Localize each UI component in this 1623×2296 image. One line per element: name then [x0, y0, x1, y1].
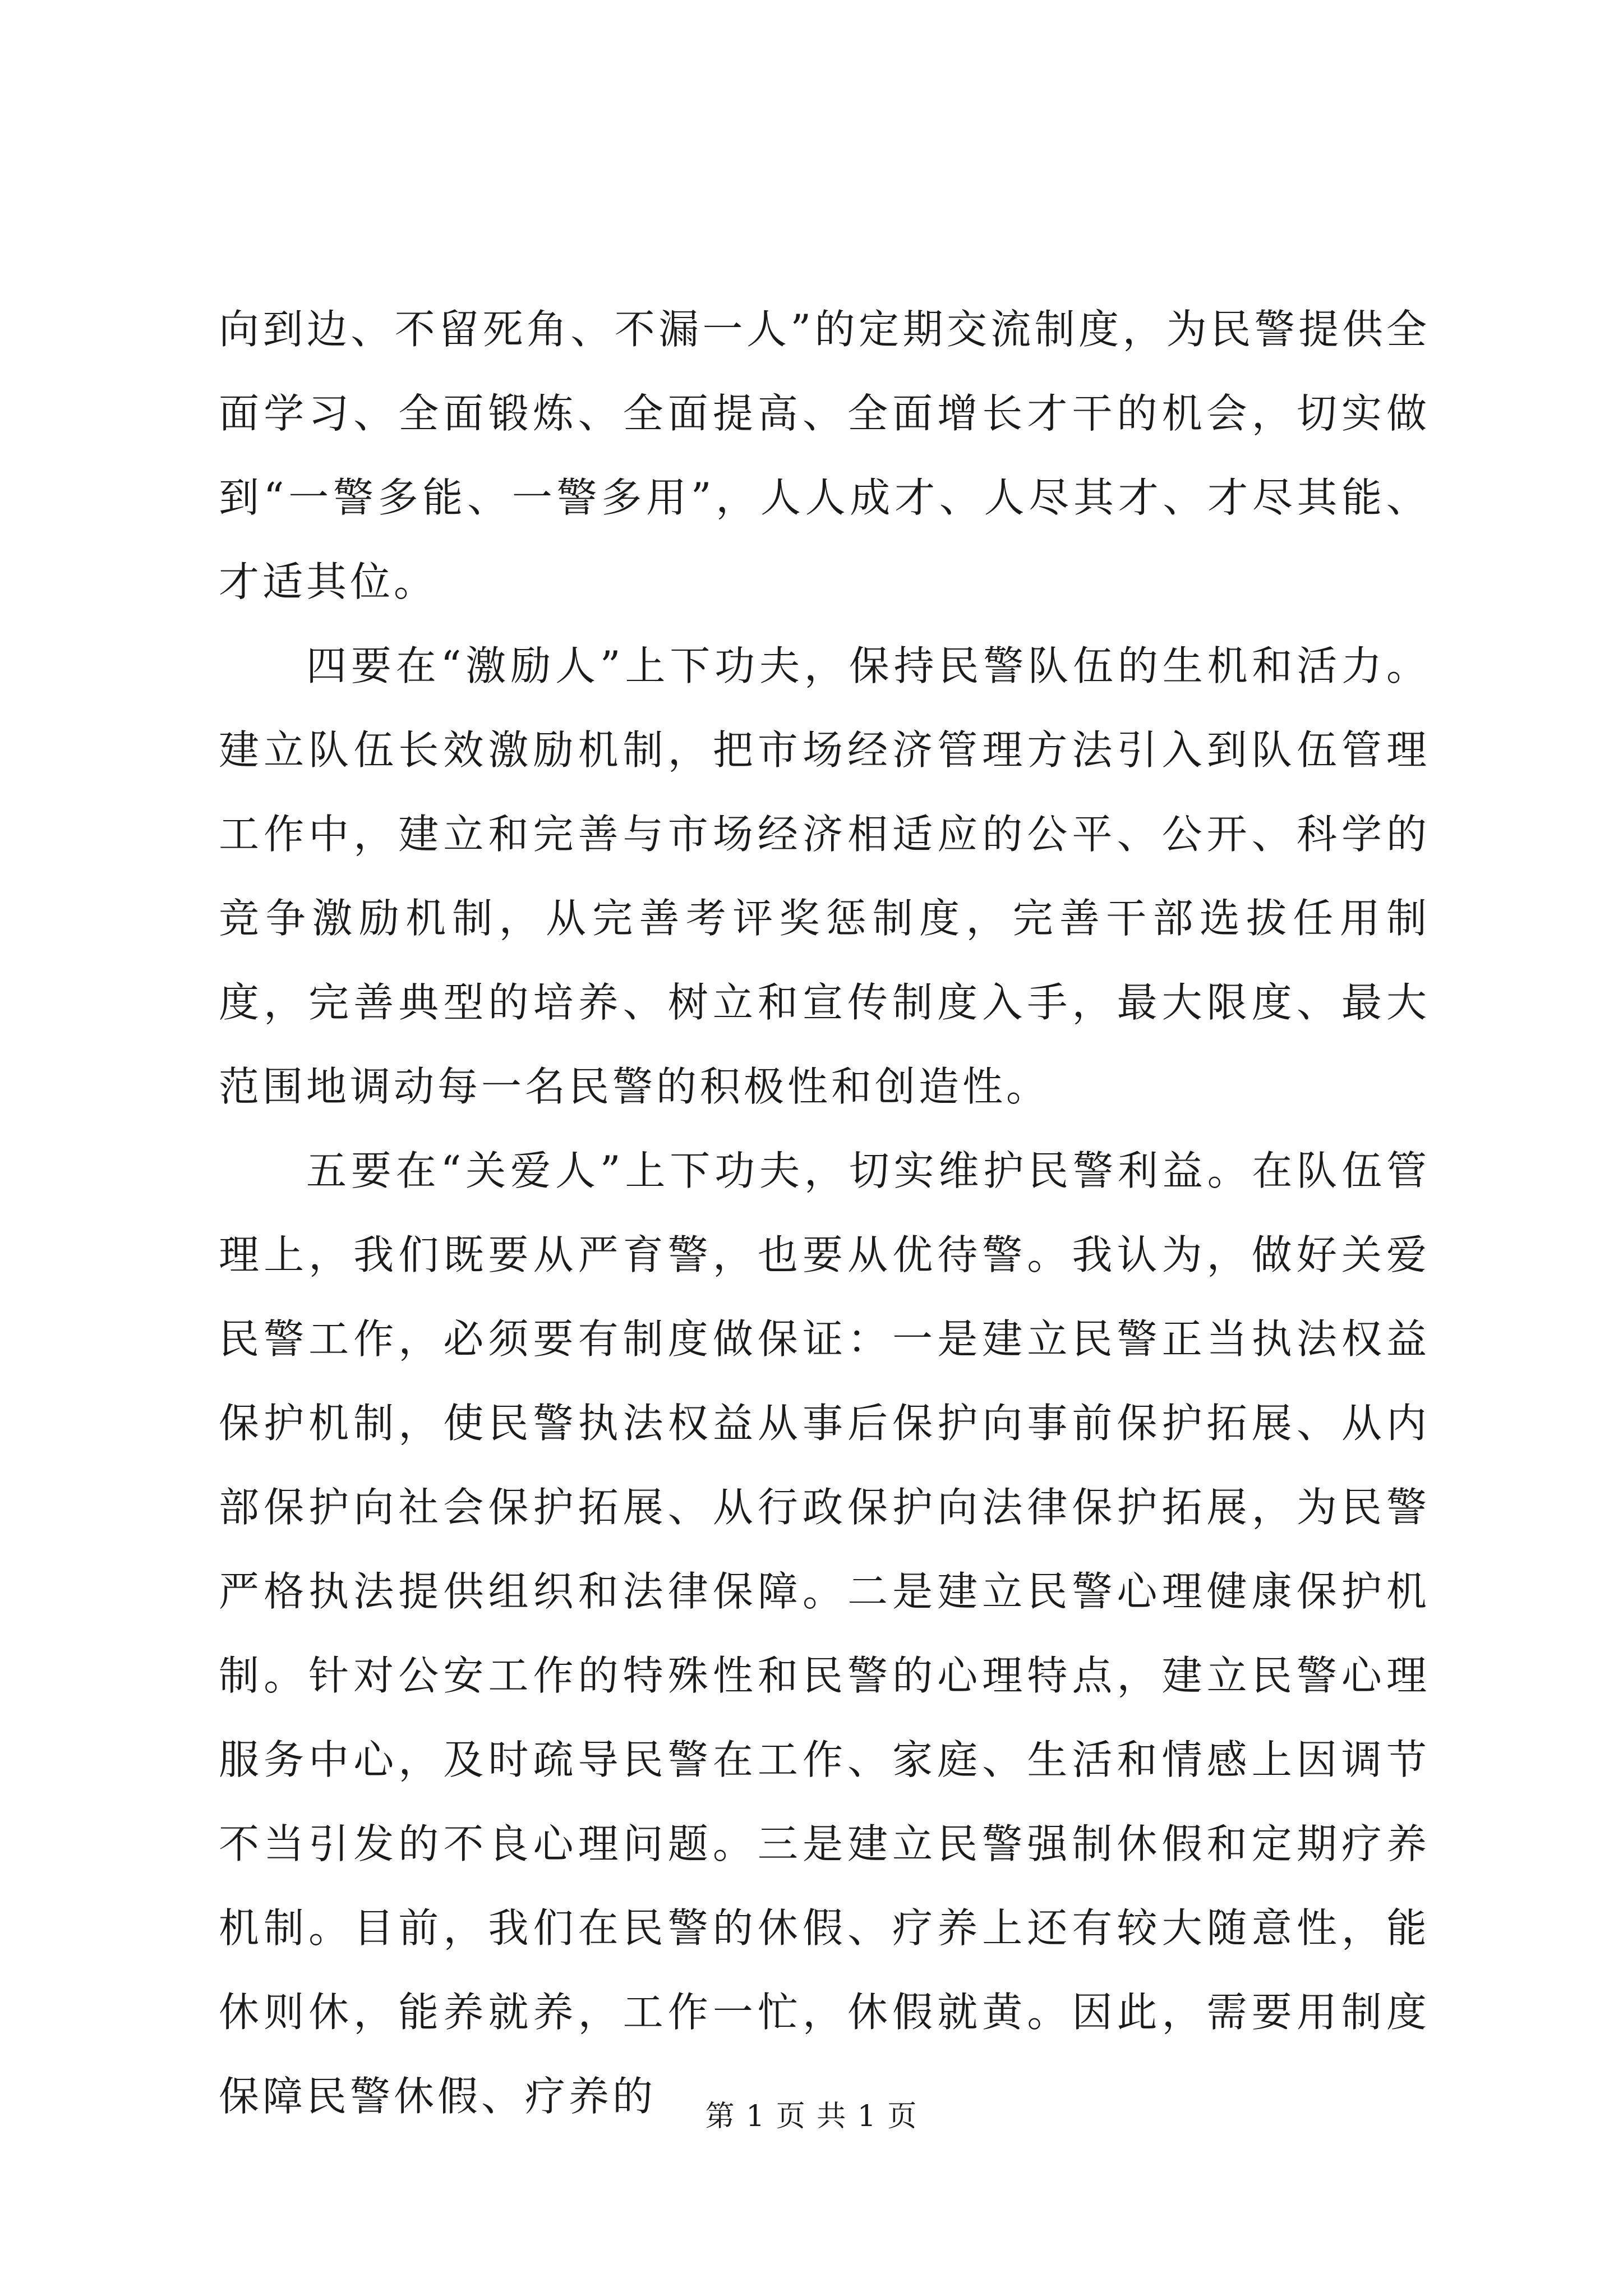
paragraph-2: 四要在“激励人”上下功夫，保持民警队伍的生机和活力。建立队伍长效激励机制，把市场经济管理方法引入到队伍管理工作中，建立和完善与市场经济相适应的公平、公开、科学的竞争激励机制，从完善考评奖惩制度，完善干部选拔任用制度，完善典型的培养、树立和宣传制度入手，最大限度、最大范围地调动每一名民警的积极性和创造性。 [219, 642, 1430, 1110]
paragraph-3: 五要在“关爱人”上下功夫，切实维护民警利益。在队伍管理上，我们既要从严育警，也要从优待警。我认为，做好关爱民警工作，必须要有制度做保证：一是建立民警正当执法权益保护机制，使民警执法权益从事后保护向事前保护拓展、从内部保护向社会保护拓展、从行政保护向法律保护拓展，为民警严格执法提供组织和法律保障。二是建立民警心理健康保护机制。针对公安工作的特殊性和民警的心理特点，建立民警心理服务中心，及时疏导民警在工作、家庭、生活和情感上因调节不当引发的不良心理问题。三是建立民警强制休假和定期疗养机制。目前，我们在民警的休假、疗养上还有较大随意性，能休则休，能养就养，工作一忙，休假就黄。因此，需要用制度保障民警休假、疗养的 [219, 1147, 1430, 2120]
paragraph-1: 向到边、不留死角、不漏一人”的定期交流制度，为民警提供全面学习、全面锻炼、全面提高、全面增长才干的机会，切实做到“一警多能、一警多用”，人人成才、人尽其才、才尽其能、才适其位。 [219, 306, 1430, 605]
page-footer: 第 1 页 共 1 页 [705, 2100, 918, 2133]
document-body [219, 287, 1430, 2138]
